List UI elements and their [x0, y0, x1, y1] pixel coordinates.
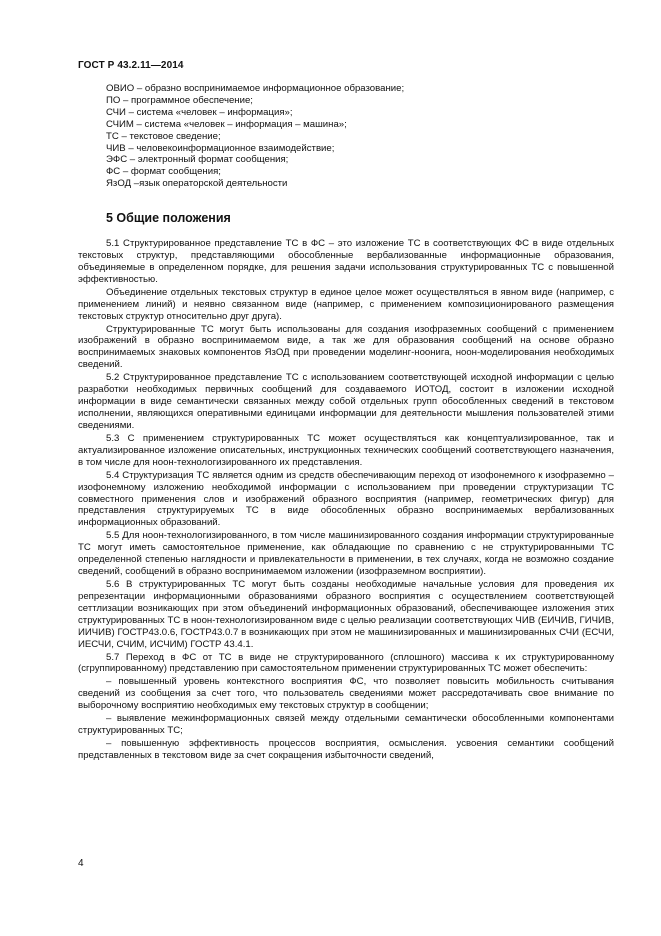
- list-item: – выявление межинформационных связей между отдельными семантически обособленными компонентами структурированных ТС;: [78, 713, 614, 737]
- abbreviation-item: ТС – текстовое сведение;: [106, 130, 221, 142]
- abbreviation-item: ЭФС – электронный формат сообщения;: [106, 154, 289, 166]
- paragraph-5-1: 5.1 Структурированное представление ТС в ФС – это изложение ТС в соответствующих ФС в виде отдельных текстовых структур, представляющими обособленные вербализованные информационные образования, объединяемые в определенном порядке, для решения задачи использования структурированных ТС с повышенной эффективностью.: [78, 238, 614, 285]
- paragraph-5-7: 5.7 Переход в ФС от ТС в виде не структурированного (сплошного) массива к их структурированному (сгруппированному) представлению при самостоятельном применении структурированных ТС может обеспечить:: [78, 651, 614, 675]
- page-number: 4: [78, 858, 84, 869]
- abbreviation-item: СЧИМ – система «человек – информация – машина»;: [106, 118, 347, 130]
- paragraph-5-6: 5.6 В структурированных ТС могут быть созданы необходимые начальные условия для проведения их репрезентации информационными образованиями образного восприятия с осуществлением соответствующей сеттлизации возникающих при этом объединений информационных образований, обеспечивающее изложения этих структурированных ТС в ноон-технологизированном виде с целью реализации соответствующих ЧИВ (ЕИЧИВ, ГИЧИВ, ИИЧИВ) ГОСТР43.0.6, ГОСТР43.0.7 в возникающих при этом не машинизированных и машинизированных СЧИ (ЕСЧИ, ИЕСЧИ, СЧИМ, ИСЧИМ) ГОСТР 43.4.1.: [78, 579, 614, 650]
- abbreviation-item: ЯзОД –язык операторской деятельности: [106, 178, 288, 190]
- paragraph-5-3: 5.3 С применением структурированных ТС может осуществляться как концептуализированное, так и актуализированное изложение описательных, инструкционных технических сообщений соответствующего назначения, в том числе для ноон-технологизированного их представления.: [78, 432, 614, 468]
- list-item: – повышенную эффективность процессов восприятия, осмысления. усвоения семантики сообщений представленных в текстовом виде за счет сокращения избыточности сведений,: [78, 738, 614, 762]
- paragraph-5-5: 5.5 Для ноон-технологизированного, в том числе машинизированного создания информации структурированные ТС могут иметь самостоятельное применение, как обладающие по сравнению с не структурированными ТС определенной степенью наглядности и привлекательности в применении, в тех случаях, когда не возможно создание сведений, сообщений в образно воспринимаемом изложении (изофраземном восприятии).: [78, 530, 614, 578]
- paragraph-5-4: 5.4 Структуризация ТС является одним из средств обеспечивающим переход от изофонемного к изофраземно – изофонемному изложению необходимой информации с использованием при проведении структуризации ТС совместного применения слов и изображений образного восприятия (например, геометрических фигур) для представления структурируемых ТС в виде обособленных образно воспринимаемых вербализованных информационных образований.: [78, 469, 614, 529]
- paragraph: Структурированные ТС могут быть использованы для создания изофраземных сообщений с применением изображений в образно воспринимаемом виде, а так же для образования сообщений на основе образно воспринимаемых знаковых компонентов ЯзОД при проведении моделинг-ноонига, ноон-моделирования необходимых сведений.: [78, 323, 614, 371]
- abbreviation-item: ПО – программное обеспечение;: [106, 94, 253, 106]
- abbreviation-item: ЧИВ – человекоинформационное взаимодействие;: [106, 142, 335, 154]
- abbreviation-item: ОВИО – образно воспринимаемое информационное образование;: [106, 83, 405, 94]
- section-title: 5 Общие положения: [106, 211, 231, 225]
- list-item: – повышенный уровень контекстного восприятия ФС, что позволяет повысить мобильность считывания сведений из сообщения за счет того, что пользователь сведениями может рассредотачивать свое внимание по выборочному восприятию необходимых ему текстовых структур в сообщении;: [78, 676, 614, 712]
- section-body: [78, 238, 614, 763]
- paragraph-5-2: 5.2 Структурированное представление ТС с использованием соответствующей исходной информации с целью разработки необходимых первичных сообщений для создаваемого ИОТОД, состоит в изложении исходной информации в виде семантически связанных между собой отдельных групп обособленных сведений в текстовом исполнении, являющихся оперативными единицами информации для деятельности мышления пользователей этими сведениями.: [78, 372, 614, 431]
- abbreviation-item: ФС – формат сообщения;: [106, 166, 221, 178]
- abbreviation-list: [106, 83, 404, 190]
- document-header: ГОСТ Р 43.2.11—2014: [78, 60, 184, 71]
- paragraph: Объединение отдельных текстовых структур в единое целое может осуществляться в явном виде (например, с применением линий) и неявно связанном виде (например, с применением композиционированого размещения текстовых структур относительно друг друга).: [78, 286, 614, 322]
- abbreviation-item: СЧИ – система «человек – информация»;: [106, 106, 293, 118]
